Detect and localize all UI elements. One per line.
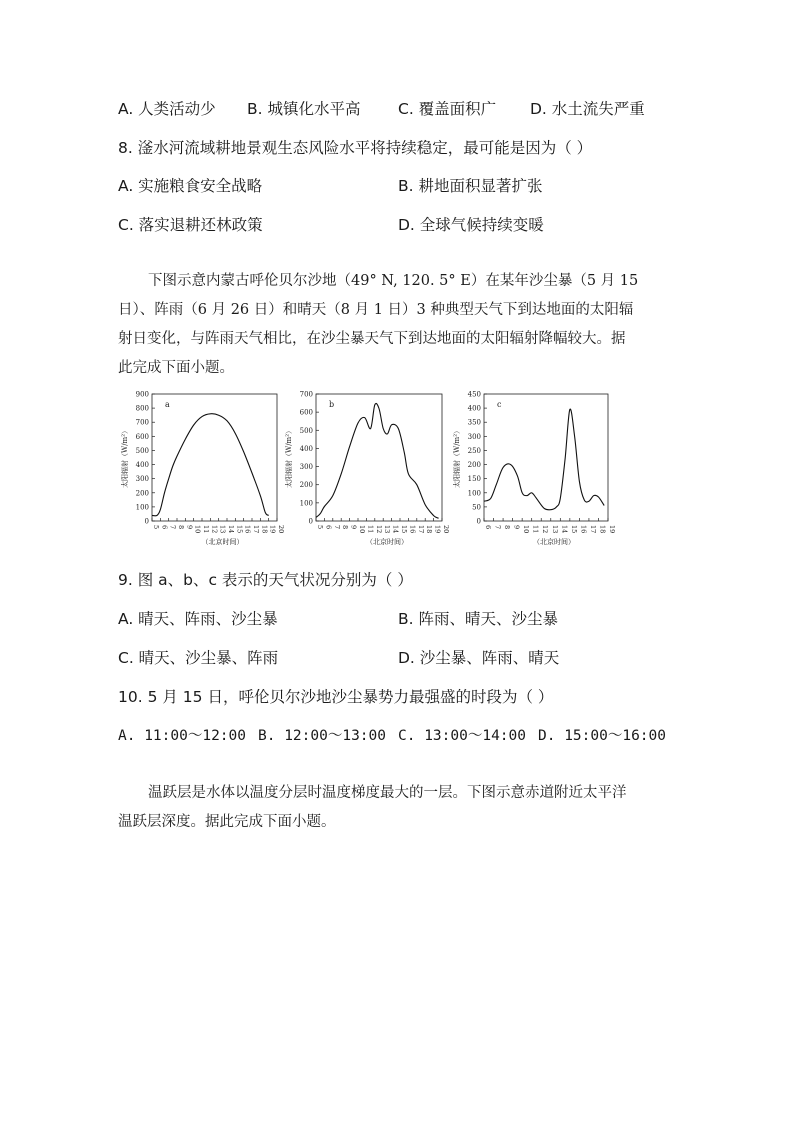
intro1-line-3: 射日变化，与阵雨天气相比，在沙尘暴天气下到达地面的太阳辐射降幅较大。据 <box>118 331 626 347</box>
y-tick-label: 600 <box>135 432 149 441</box>
x-tick-label: 9 <box>512 525 521 530</box>
q8-option-a: A. 实施粮食安全战略 <box>118 177 263 195</box>
q9-option-b: B. 阵雨、晴天、沙尘暴 <box>398 610 558 628</box>
y-tick-label: 200 <box>467 461 481 470</box>
x-tick-label: 8 <box>177 525 185 530</box>
plot-frame <box>484 394 608 521</box>
x-tick-label: 14 <box>227 525 235 534</box>
y-axis-label: 太阳辐射（W/m²） <box>453 427 461 488</box>
intro2-line-1: 温跃层是水体以温度分层时温度梯度最大的一层。下图示意赤道附近太平洋 <box>148 785 627 801</box>
y-tick-label: 700 <box>299 390 313 399</box>
q10-option-a: A. 11:00～12:00 <box>118 728 246 744</box>
x-tick-label: 15 <box>569 525 578 534</box>
intro-paragraph-2 <box>118 779 678 837</box>
y-tick-label: 50 <box>472 503 481 512</box>
y-tick-label: 200 <box>135 489 149 498</box>
chart-c-svg <box>450 386 620 546</box>
y-tick-label: 150 <box>467 475 481 484</box>
y-axis-label: 太阳辐射（W/m²） <box>285 427 293 488</box>
x-tick-label: 12 <box>541 525 550 534</box>
x-tick-label: 10 <box>358 525 366 534</box>
x-tick-label: 10 <box>522 525 531 534</box>
x-tick-label: 12 <box>210 525 219 534</box>
y-tick-label: 0 <box>144 517 149 526</box>
q9-stem: 9. 图 a、b、c 表示的天气状况分别为（ ） <box>118 571 413 589</box>
q7-option-a: A. 人类活动少 <box>118 100 216 118</box>
q8-option-b: B. 耕地面积显著扩张 <box>398 177 543 195</box>
x-tick-label: 20 <box>277 525 285 534</box>
x-tick-label: 17 <box>416 525 425 534</box>
q9-option-d: D. 沙尘暴、阵雨、晴天 <box>398 649 560 667</box>
x-tick-label: 10 <box>193 525 202 534</box>
radiation-curve <box>152 414 269 516</box>
x-tick-label: 7 <box>493 525 502 530</box>
x-tick-label: 16 <box>408 525 417 534</box>
y-tick-label: 100 <box>135 503 149 512</box>
y-tick-label: 400 <box>467 404 481 413</box>
q7-option-d: D. 水土流失严重 <box>530 100 645 118</box>
y-tick-label: 300 <box>135 475 149 484</box>
x-axis-label: （北京时间） <box>366 538 408 546</box>
x-tick-label: 7 <box>332 525 341 530</box>
y-tick-label: 200 <box>299 481 313 490</box>
y-tick-label: 500 <box>299 426 313 435</box>
x-tick-label: 8 <box>503 525 512 530</box>
plot-frame <box>316 394 442 521</box>
intro1-line-4: 此完成下面小题。 <box>118 360 234 376</box>
x-tick-label: 19 <box>268 525 277 534</box>
x-tick-label: 17 <box>252 525 260 534</box>
x-tick-label: 13 <box>218 525 227 534</box>
intro2-line-2: 温跃层深度。据此完成下面小题。 <box>118 814 336 830</box>
x-tick-label: 18 <box>425 525 434 534</box>
x-tick-label: 11 <box>202 525 210 534</box>
x-axis-label: （北京时间） <box>533 538 575 546</box>
x-tick-label: 19 <box>608 525 616 534</box>
q9-option-c: C. 晴天、沙尘暴、阵雨 <box>118 649 279 667</box>
x-tick-label: 18 <box>260 525 269 534</box>
x-tick-label: 6 <box>324 525 333 530</box>
chart-b <box>282 386 452 550</box>
y-tick-label: 800 <box>135 404 149 413</box>
intro1-line-2: 日）、阵雨（6 月 26 日）和晴天（8 月 1 日）3 种典型天气下到达地面的太阳辐 <box>118 302 634 318</box>
x-tick-label: 16 <box>579 525 588 534</box>
x-tick-label: 9 <box>349 525 358 530</box>
intro-paragraph-1 <box>118 267 678 383</box>
q7-option-b: B. 城镇化水平高 <box>247 100 361 118</box>
y-tick-label: 500 <box>135 446 149 455</box>
q10-option-b: B. 12:00～13:00 <box>258 728 386 744</box>
y-axis-label: 太阳辐射（W/m²） <box>121 427 129 488</box>
y-tick-label: 300 <box>467 432 481 441</box>
y-tick-label: 100 <box>299 499 313 508</box>
panel-label: c <box>497 400 502 409</box>
y-tick-label: 250 <box>467 446 481 455</box>
x-tick-label: 8 <box>341 525 350 530</box>
x-tick-label: 13 <box>383 525 392 534</box>
x-axis-label: （北京时间） <box>201 538 244 546</box>
x-tick-label: 18 <box>598 525 607 534</box>
plot-frame <box>152 394 277 521</box>
x-tick-label: 5 <box>316 525 324 530</box>
y-tick-label: 300 <box>299 463 313 472</box>
x-tick-label: 6 <box>160 525 169 530</box>
x-tick-label: 14 <box>391 525 400 534</box>
y-tick-label: 0 <box>308 517 313 526</box>
y-tick-label: 400 <box>299 444 313 453</box>
x-tick-label: 7 <box>168 525 177 530</box>
intro1-line-1: 下图示意内蒙古呼伦贝尔沙地（49° N, 120. 5° E）在某年沙尘暴（5 月 15 <box>148 273 639 289</box>
chart-a-svg <box>112 386 292 546</box>
x-tick-label: 17 <box>588 525 597 534</box>
x-tick-label: 16 <box>243 525 252 534</box>
x-tick-label: 6 <box>484 525 492 530</box>
q10-option-d: D. 15:00～16:00 <box>538 728 666 744</box>
radiation-curve <box>316 403 439 518</box>
x-tick-label: 11 <box>366 525 375 534</box>
x-tick-label: 13 <box>550 525 559 534</box>
q8-stem: 8. 滏水河流域耕地景观生态风险水平将持续稳定，最可能是因为（ ） <box>118 139 593 157</box>
x-tick-label: 11 <box>531 525 540 534</box>
y-tick-label: 600 <box>299 408 313 417</box>
chart-a <box>112 386 292 550</box>
radiation-curve <box>484 409 604 510</box>
x-tick-label: 12 <box>374 525 383 534</box>
y-tick-label: 900 <box>135 390 149 399</box>
q10-stem: 10. 5 月 15 日，呼伦贝尔沙地沙尘暴势力最强盛的时段为（ ） <box>118 688 554 706</box>
panel-label: a <box>165 400 170 409</box>
y-tick-label: 700 <box>135 418 149 427</box>
chart-c <box>450 386 620 550</box>
x-tick-label: 15 <box>400 525 408 534</box>
q9-option-a: A. 晴天、阵雨、沙尘暴 <box>118 610 278 628</box>
y-tick-label: 100 <box>467 489 481 498</box>
chart-b-svg <box>282 386 452 546</box>
y-tick-label: 350 <box>467 418 481 427</box>
x-tick-label: 14 <box>560 525 569 534</box>
x-tick-label: 9 <box>185 525 194 530</box>
x-tick-label: 19 <box>433 525 442 534</box>
q7-option-c: C. 覆盖面积广 <box>398 100 497 118</box>
y-tick-label: 0 <box>476 517 481 526</box>
y-tick-label: 450 <box>467 390 481 399</box>
y-tick-label: 400 <box>135 461 149 470</box>
q8-option-d: D. 全球气候持续变暖 <box>398 216 544 234</box>
x-tick-label: 5 <box>152 525 160 530</box>
q8-option-c: C. 落实退耕还林政策 <box>118 216 263 234</box>
x-tick-label: 20 <box>442 525 450 534</box>
panel-label: b <box>329 400 335 409</box>
x-tick-label: 15 <box>235 525 244 534</box>
q10-option-c: C. 13:00～14:00 <box>398 728 526 744</box>
